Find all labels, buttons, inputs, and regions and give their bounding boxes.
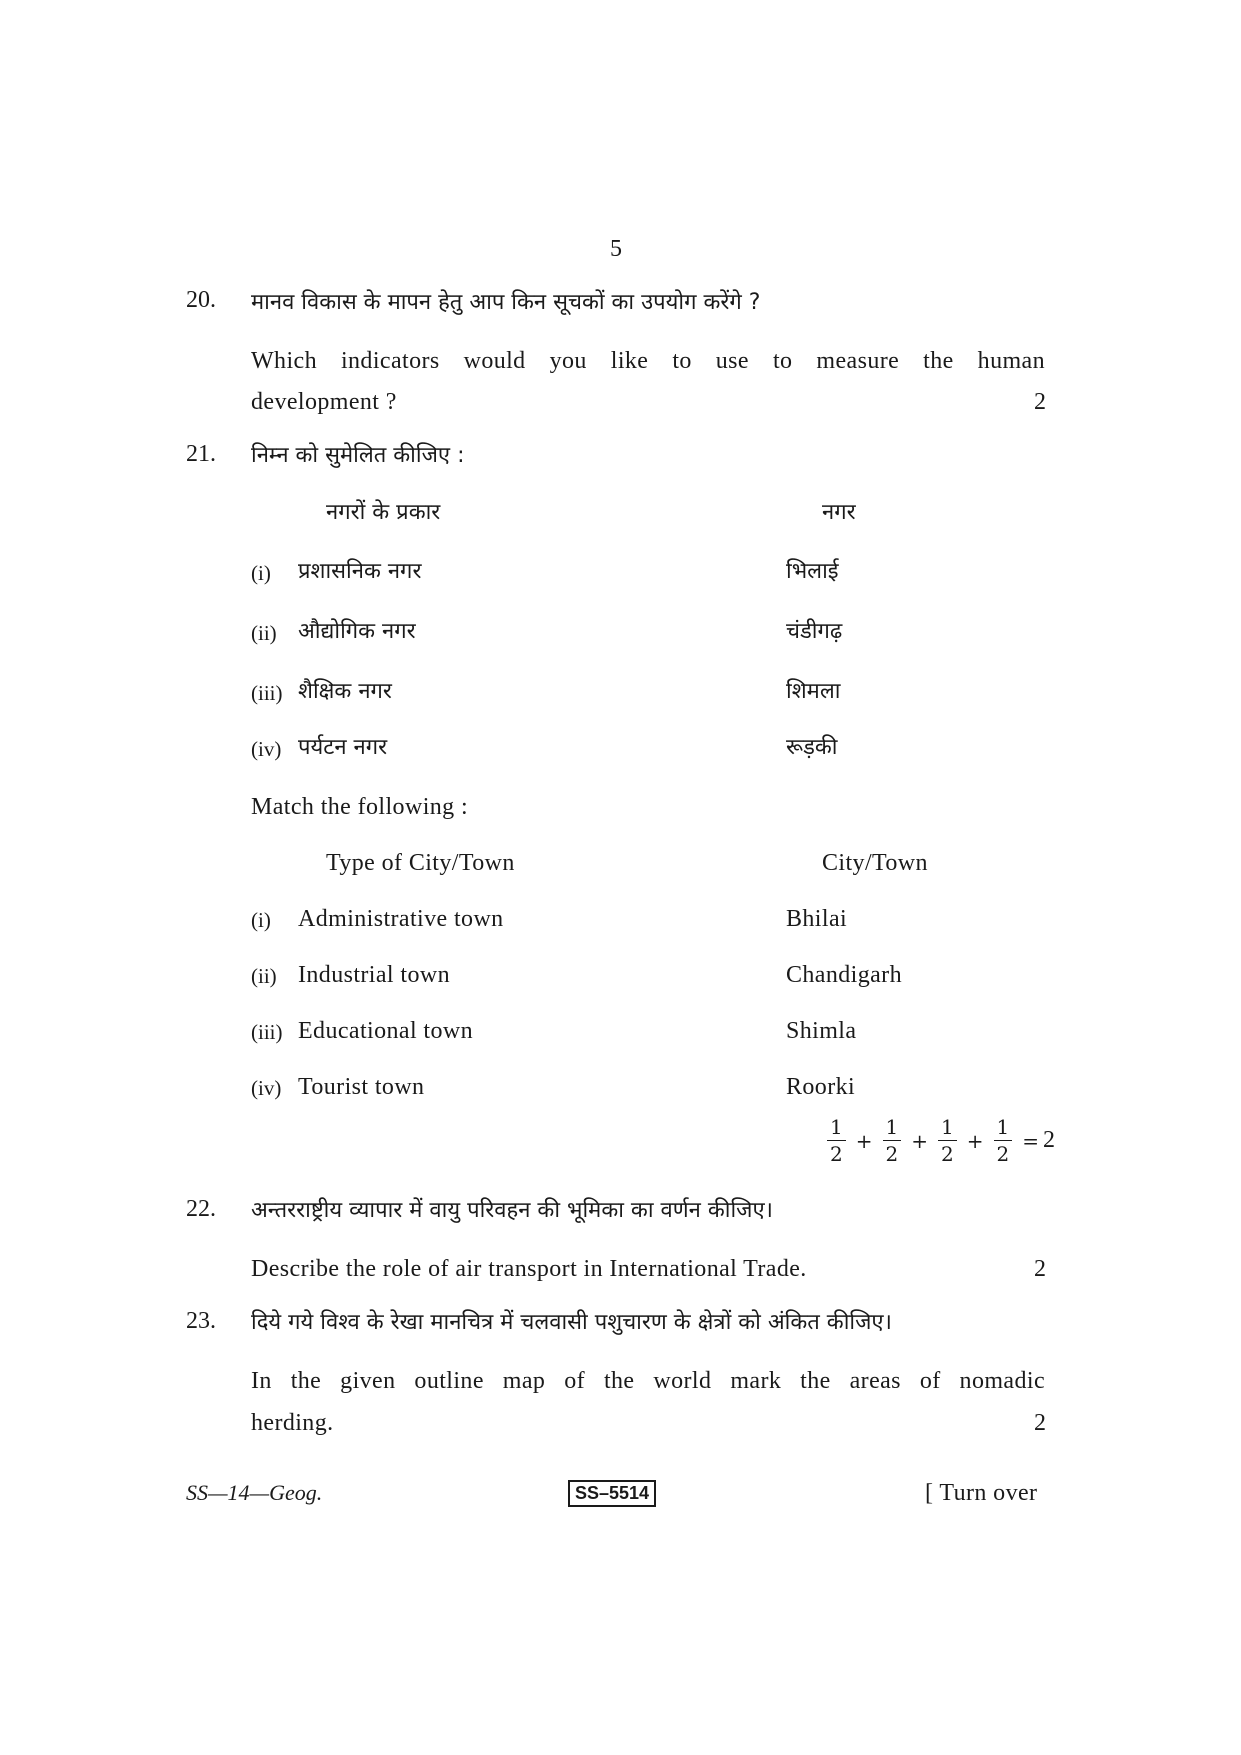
question-hindi-text: निम्न को सुमेलित कीजिए : [251,443,465,468]
row-type: Tourist town [298,1074,425,1100]
column-header-type: नगरों के प्रकार [326,500,441,525]
question-number: 20. [186,287,216,313]
row-city: Shimla [786,1018,857,1044]
column-header-city: City/Town [822,850,928,876]
row-type: Administrative town [298,906,504,932]
footer-paper-code: SS–5514 [568,1480,656,1507]
row-type: औद्योगिक नगर [298,619,416,644]
row-numeral: (ii) [251,964,277,988]
question-number: 21. [186,441,216,467]
marks: 2 [1034,389,1046,415]
row-type: शैक्षिक नगर [298,679,392,704]
row-city: भिलाई [786,559,839,584]
marks: 2 [1034,1256,1046,1282]
row-city: चंडीगढ़ [786,619,843,644]
footer-turn-over: [ Turn over [925,1480,1038,1506]
question-english-line: In the given outline map of the world mark the areas of nomadic [251,1368,1045,1394]
column-header-type: Type of City/Town [326,850,515,876]
question-english-line: herding. [251,1410,334,1436]
fraction: $\frac{1}{2}$ [994,1114,1013,1167]
column-header-city: नगर [822,500,856,525]
question-hindi-text: दिये गये विश्व के रेखा मानचित्र में चलवासी पशुचारण के क्षेत्रों को अंकित कीजिए। [251,1310,892,1335]
row-city: शिमला [786,679,841,704]
fraction: $\frac{1}{2}$ [827,1114,846,1167]
footer-subject-code: SS—14—Geog. [186,1480,323,1505]
row-numeral: (i) [251,561,271,585]
question-hindi-text: मानव विकास के मापन हेतु आप किन सूचकों का उपयोग करेंगे ? [251,290,761,315]
question-english-line: Which indicators would you like to use to measure the human [251,348,1045,374]
equals-sign: = [1022,1128,1039,1153]
marks: 2 [1043,1127,1055,1153]
fraction: $\frac{1}{2}$ [883,1114,902,1167]
row-city: Bhilai [786,906,848,932]
question-english-line: development ? [251,389,397,415]
row-numeral: (ii) [251,621,277,645]
row-numeral: (iii) [251,681,283,705]
row-type: Educational town [298,1018,474,1044]
page-number: 5 [610,236,623,262]
marks: 2 [1034,1410,1046,1436]
question-number: 22. [186,1196,216,1222]
row-numeral: (iv) [251,737,282,761]
plus-sign: + [855,1128,873,1153]
plus-sign: + [911,1128,928,1153]
question-english-text: Describe the role of air transport in International Trade. [251,1256,807,1282]
question-english-text: Match the following : [251,794,469,820]
row-city: Roorki [786,1074,856,1100]
marks-formula [825,1114,1055,1167]
row-type: प्रशासनिक नगर [298,559,422,584]
row-numeral: (i) [251,908,271,932]
row-numeral: (iv) [251,1076,282,1100]
row-city: Chandigarh [786,962,902,988]
question-hindi-text: अन्तरराष्ट्रीय व्यापार में वायु परिवहन की भूमिका का वर्णन कीजिए। [251,1198,773,1223]
plus-sign: + [966,1128,984,1153]
row-city: रूड़की [786,735,838,760]
row-type: Industrial town [298,962,450,988]
question-number: 23. [186,1308,216,1334]
row-type: पर्यटन नगर [298,735,388,760]
fraction: $\frac{1}{2}$ [938,1114,957,1167]
row-numeral: (iii) [251,1020,283,1044]
